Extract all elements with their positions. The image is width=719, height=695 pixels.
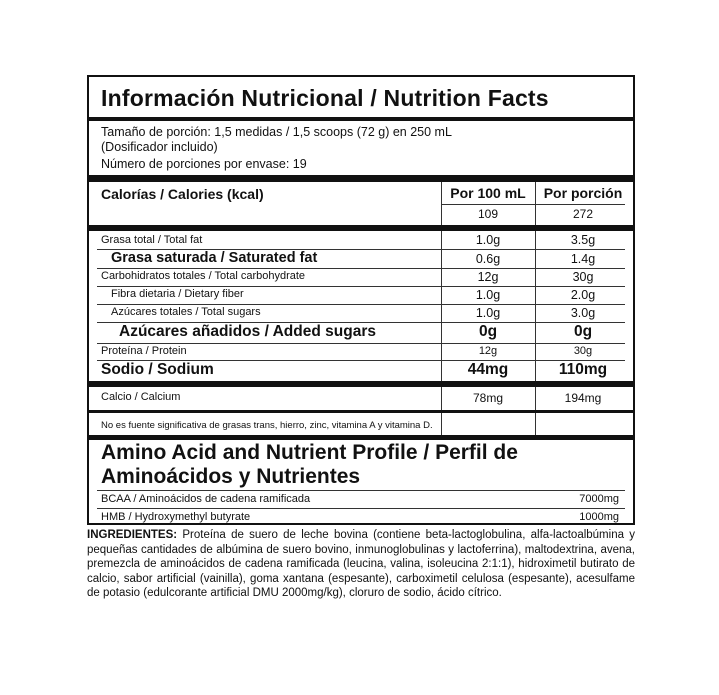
row-value-portion: 30g: [572, 270, 594, 284]
calories-per-portion: 272: [572, 207, 594, 221]
footnote: No es fuente significativa de grasas trans, hierro, zinc, vitamina A y vitamina D.: [101, 420, 433, 431]
col-header-per-portion: Por porción: [543, 185, 623, 201]
row-label-dietary-fiber: Fibra dietaria / Dietary fiber: [111, 288, 244, 300]
row-divider: [97, 268, 625, 269]
ingredients-heading: INGREDIENTES:: [87, 529, 178, 541]
amino-row-bcaa-value: 7000mg: [579, 493, 619, 505]
title-divider: [89, 117, 633, 121]
nutrition-facts-label: [87, 75, 635, 525]
calories-header-line: [441, 204, 625, 205]
amino-divider: [89, 435, 633, 440]
calories-label: Calorías / Calories (kcal): [101, 186, 264, 202]
row-value-100ml: 0.6g: [475, 252, 501, 266]
row-value-portion: 2.0g: [570, 288, 596, 302]
row-divider: [97, 490, 625, 491]
serving-divider: [89, 175, 633, 182]
label-title: Información Nutricional / Nutrition Facts: [101, 85, 549, 111]
row-label-total-fat: Grasa total / Total fat: [101, 234, 203, 246]
row-value-portion: 0g: [573, 323, 593, 340]
row-value-portion: 110mg: [558, 361, 608, 378]
row-label-protein: Proteína / Protein: [101, 345, 187, 357]
row-value-portion: 3.5g: [570, 233, 596, 247]
row-value-100ml: 0g: [478, 323, 498, 340]
row-label-saturated-fat: Grasa saturada / Saturated fat: [111, 250, 318, 266]
row-value-portion: 194mg: [564, 391, 602, 405]
row-value-portion: 30g: [573, 345, 593, 357]
calcium-divider: [89, 410, 633, 413]
col-header-per-100ml: Por 100 mL: [450, 185, 526, 201]
row-value-100ml: 78mg: [472, 391, 504, 405]
row-label-carbohydrate: Carbohidratos totales / Total carbohydrate: [101, 270, 306, 282]
row-value-100ml: 1.0g: [475, 233, 501, 247]
serving-size: Tamaño de porción: 1,5 medidas / 1,5 scoops (72 g) en 250 mL: [101, 125, 452, 139]
row-value-100ml: 12g: [477, 270, 499, 284]
ingredients-text: [87, 528, 635, 601]
row-divider: [97, 286, 625, 287]
amino-row-hmb-value: 1000mg: [579, 511, 619, 523]
row-value-100ml: 1.0g: [475, 306, 501, 320]
row-divider: [97, 304, 625, 305]
row-value-100ml: 44mg: [467, 361, 509, 378]
amino-row-hmb-label: HMB / Hydroxymethyl butyrate: [101, 511, 251, 523]
row-divider: [97, 508, 625, 509]
amino-row-bcaa-label: BCAA / Aminoácidos de cadena ramificada: [101, 493, 311, 505]
row-value-portion: 1.4g: [570, 252, 596, 266]
row-label-added-sugars: Azúcares añadidos / Added sugars: [119, 323, 376, 340]
row-value-portion: 3.0g: [570, 306, 596, 320]
ingredients-list: Proteína de suero de leche bovina (contiene beta-lactoglobulina, alfa-lactoalbúmina y pequeñas cantidades de albúmina de suero bovino, inmunoglobulinas y lactoferrina), maltodextrina, avena, premezcla de aminoácidos de cadena ramificada (leucina, valina, isoleucina 2:1:1), hidroximetil butirato de calcio, sabor artificial (vainilla), goma xantana (espesante), carboximetil celulosa (espesante), acesulfame de potasio (edulcorante artificial DMU 2000mg/kg), cloruro de sodio, ácido cítrico.: [87, 529, 635, 600]
calories-per-100ml: 109: [477, 207, 499, 221]
row-value-100ml: 1.0g: [475, 288, 501, 302]
sodium-divider: [89, 381, 633, 387]
row-divider: [97, 343, 625, 344]
amino-profile-title: Amino Acid and Nutrient Profile / Perfil de Aminoácidos y Nutrientes: [101, 441, 518, 488]
row-label-total-sugars: Azúcares totales / Total sugars: [111, 306, 261, 318]
row-value-100ml: 12g: [478, 345, 498, 357]
row-label-calcium: Calcio / Calcium: [101, 391, 181, 403]
servings-per-container: Número de porciones por envase: 19: [101, 157, 307, 171]
serving-note: (Dosificador incluido): [101, 140, 218, 154]
calories-divider: [89, 225, 633, 231]
row-label-sodium: Sodio / Sodium: [101, 361, 214, 378]
